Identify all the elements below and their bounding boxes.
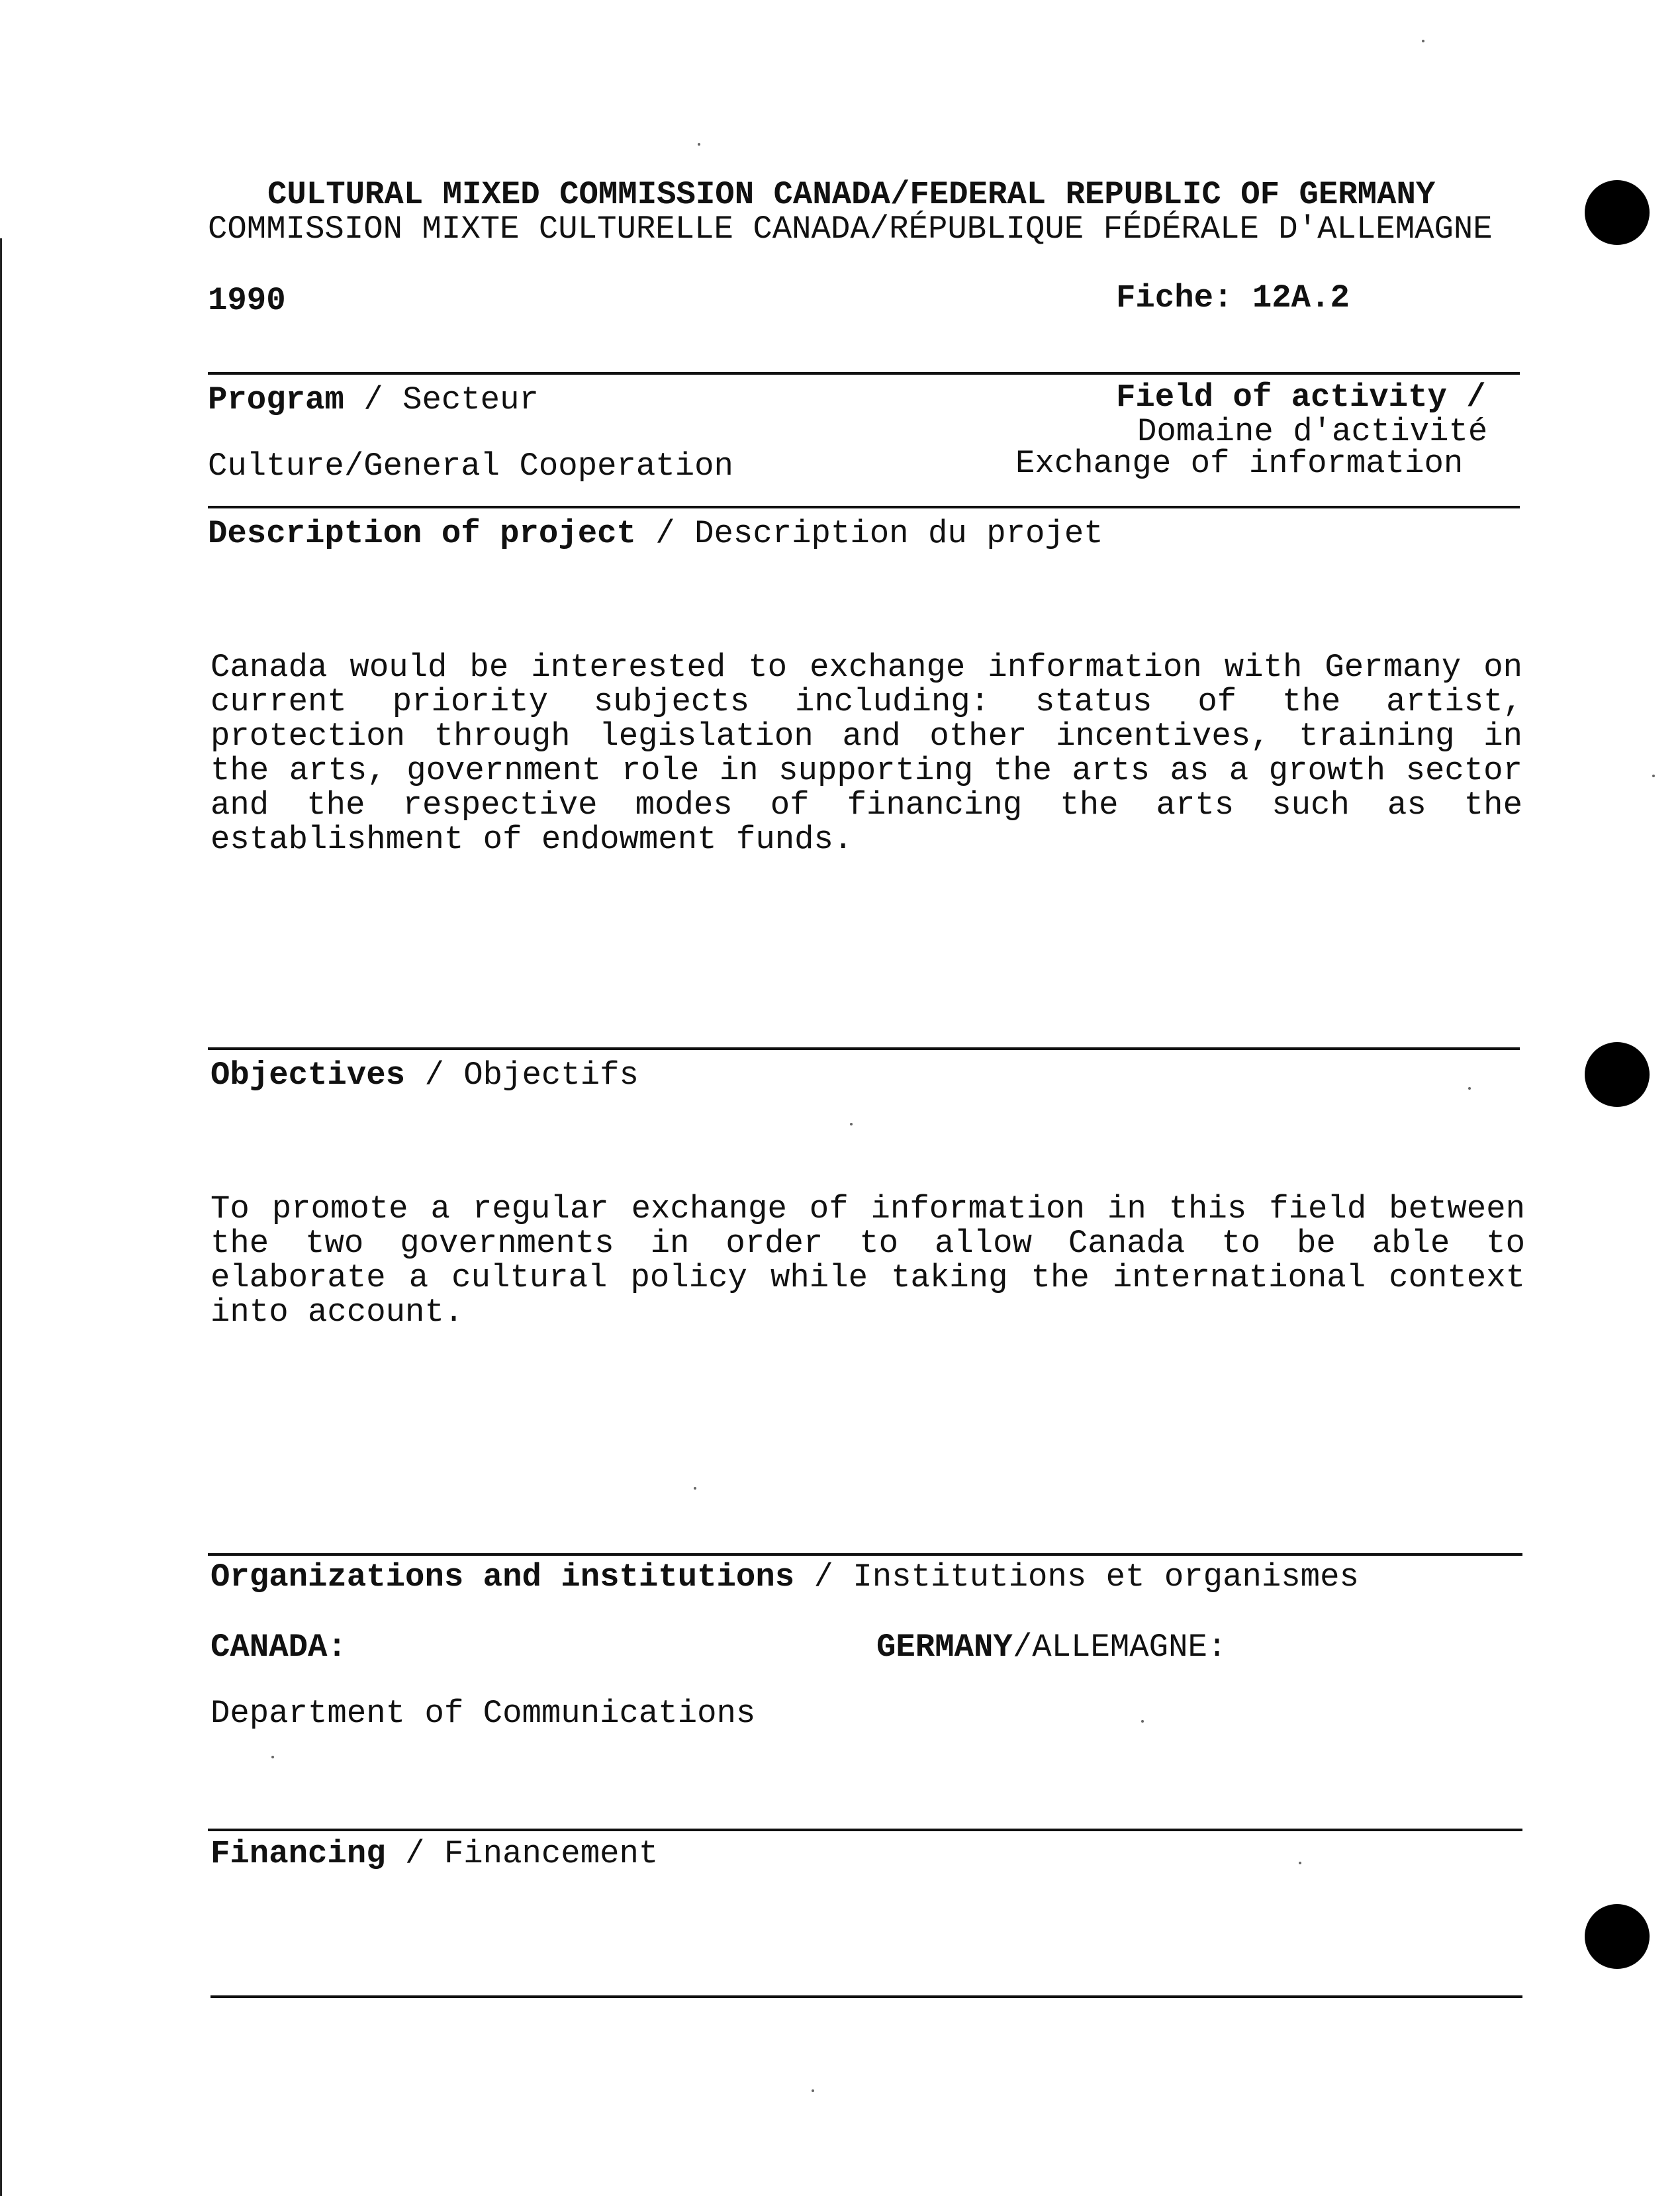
label-separator: /: [635, 515, 695, 552]
canada-organization: Department of Communications: [210, 1695, 756, 1732]
financing-label-en: Financing: [210, 1835, 386, 1872]
field-label-fr: Domaine d'activité: [1137, 413, 1488, 450]
germany-label: [876, 1631, 1227, 1664]
objectives-heading: [210, 1059, 639, 1092]
description-label-fr: Description du projet: [694, 515, 1103, 552]
scan-left-edge: [0, 238, 2, 2196]
program-value: Culture/General Cooperation: [208, 448, 733, 485]
description-text: Canada would be interested to exchange information with Germany on current priority subjects including: status of the artist, protection through legislation and other incentives, training in the arts, government role in supporting the arts as a growth sector and the respective modes of financing the arts such as the establishment of endowment funds.: [210, 649, 1522, 858]
objectives-text: To promote a regular exchange of information in this field between the two governments in order to allow Canada to be able to elaborate a cultural policy while taking the international context into account.: [210, 1190, 1525, 1331]
germany-label-en: GERMANY: [876, 1629, 1013, 1666]
title-french: COMMISSION MIXTE CULTURELLE CANADA/RÉPUBLIQUE FÉDÉRALE D'ALLEMAGNE: [208, 211, 1493, 248]
germany-label-fr: /ALLEMAGNE:: [1012, 1629, 1227, 1666]
organizations-label-fr: Institutions et organismes: [853, 1558, 1359, 1596]
financing-heading: [210, 1835, 659, 1872]
scan-speck: [1299, 1862, 1301, 1864]
scan-speck: [694, 1487, 696, 1490]
scan-speck: [698, 143, 700, 146]
objectives-label-fr: Objectifs: [463, 1057, 639, 1094]
description-heading: [208, 515, 1103, 552]
scan-speck: [812, 2089, 814, 2092]
field-label-en: Field of activity /: [1116, 379, 1486, 416]
canada-label: CANADA:: [210, 1629, 347, 1666]
section-rule: [208, 506, 1520, 508]
organizations-heading: [210, 1558, 1359, 1596]
punch-hole: [1585, 1904, 1650, 1969]
scan-speck: [1652, 775, 1655, 777]
section-rule: [210, 1995, 1522, 1998]
section-rule: [208, 372, 1520, 375]
organizations-label-en: Organizations and institutions: [210, 1558, 795, 1596]
label-separator: /: [344, 381, 403, 418]
section-rule: [208, 1047, 1520, 1050]
scan-speck: [1141, 1720, 1144, 1723]
fiche-number: Fiche: 12A.2: [1116, 279, 1350, 316]
scan-speck: [1468, 1087, 1471, 1090]
program-label-fr: Secteur: [402, 381, 539, 418]
punch-hole: [1585, 1042, 1650, 1107]
label-separator: /: [405, 1057, 464, 1094]
document-year: 1990: [208, 282, 286, 319]
punch-hole: [1585, 180, 1650, 245]
scan-speck: [850, 1123, 853, 1125]
financing-label-fr: Financement: [443, 1835, 659, 1872]
objectives-label-en: Objectives: [210, 1057, 406, 1094]
title-english: CULTURAL MIXED COMMISSION CANADA/FEDERAL REPUBLIC OF GERMANY: [267, 176, 1436, 213]
field-value: Exchange of information: [1015, 445, 1464, 482]
label-separator: /: [385, 1835, 444, 1872]
section-rule: [208, 1829, 1522, 1831]
program-heading: [208, 381, 539, 418]
description-label-en: Description of project: [208, 515, 636, 552]
scan-speck: [271, 1756, 274, 1758]
program-label-en: Program: [208, 381, 344, 418]
scan-speck: [1422, 40, 1424, 42]
section-rule: [208, 1553, 1522, 1556]
label-separator: /: [794, 1558, 853, 1596]
